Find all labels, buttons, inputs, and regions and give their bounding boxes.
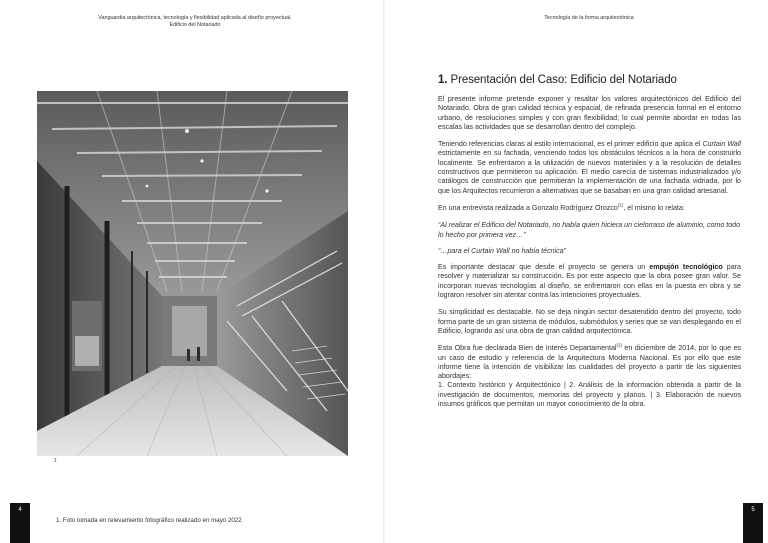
quote-2: “…para el Curtain Wall no había técnica”: [438, 246, 567, 255]
section-title-text: Presentación del Caso: Edificio del Notariado: [450, 74, 677, 86]
paragraph-3-text-b: , el mismo lo relata:: [623, 203, 685, 212]
page-number-left: 4: [18, 507, 22, 513]
paragraph-6-text-a: Esta Obra fue declarada Bien de Interés Departamental: [438, 344, 617, 353]
main-content: [438, 74, 741, 417]
paragraph-4-text-a: Es importante destacar que desde el proyecto se genera un: [438, 263, 650, 272]
paragraph-1: El presente informe pretende exponer y resaltar los valores arquitectónicos del Edificio del Notariado. Obra de gran calidad técnica y espacial, de refinada presencia formal en el entorno urbano, de resoluciones simples y con gran flexibilidad; lo cual permite abordar en todas las escalas las actividades que se desarrollan dentro del complejo.: [438, 95, 741, 131]
paragraph-2-text-b: estrictamente en su fachada, venciendo todos los obstáculos técnicos a la hora de construirlo localmente. Se enfrentaron a la utilización de nuevos materiales y a la resolución de detalles constructivos que permitieron su aplicación. El medio carecía de sistemas industrializados y/o catálogos de construcción que permitieran la implementación de una fachada vidriada, por lo que los Arquitectos recurrieron a alternativas que se basaban en una gran calidad artesanal.: [438, 149, 741, 195]
figure-marker: 1: [54, 458, 57, 464]
book-gutter: [383, 0, 385, 543]
approaches-list: 1. Contexto histórico y Arquitectónico | 2. Análisis de la información obtenida a partir de la investigación de documentos, memorias del proyecto y planos. | 3. Elaboración de nuevos insumos gráficos que permitan un mayor conocimiento de la obra.: [438, 381, 741, 409]
paragraph-4-emphasis: empujón tecnológico: [649, 263, 723, 272]
running-head-line2: Edificio del Notariado: [169, 22, 221, 28]
paragraph-6: [438, 344, 741, 409]
running-head-line1: Vanguardia arquitectónica, tecnología y flexibilidad aplicada al diseño proyectual.: [98, 15, 292, 21]
paragraph-3: [438, 204, 741, 213]
section-title: [438, 74, 741, 86]
paragraph-5: Su simplicidad es destacable. No se deja ningún sector desatendido dentro del proyecto, todo forma parte de un gran sistema de módulos, submódulos y series que se van desplegando en el Edificio, logrando así una obra de gran calidad arquitectónica.: [438, 308, 741, 335]
right-page: [384, 0, 768, 543]
quote-1: “Al realizar el Edificio del Notariado, no había quien hiciera un cielorraso de aluminio, como todo lo hecho por primera vez…”: [438, 221, 741, 239]
section-number: 1.: [438, 74, 448, 86]
page-number-right: 5: [751, 507, 755, 513]
footnote-ref-2: (2): [616, 342, 622, 348]
curtain-wall-term: Curtain Wall: [702, 140, 741, 149]
building-interior-photo: [37, 91, 348, 456]
paragraph-4-text-c: para resolver y materializar su construcción. Es por este aspecto que la obra posee gran valor. Se incorporan nuevas tecnologías al diseño, se enfrentaron con ellas en la puesta en obra y se lograron resolver sin atentar contra las intenciones proyectuales.: [438, 263, 741, 300]
paragraph-2-text-a: Teniendo referencias claras al estilo internacional, es el primer edificio que aplica el: [438, 140, 703, 149]
paragraph-6-text-b: en diciembre de 2014, por lo que es un caso de estudio y referencia de la Arquitectura Moderna Nacional. Es por ello que este informe tiene la intención de visibilizar las cualidades del proyecto a partir de los siguientes abordajes:: [438, 344, 741, 381]
paragraph-4: [438, 263, 741, 300]
paragraph-3-text-a: En una entrevista realizada a Gonzalo Rodríguez Orozco: [438, 203, 618, 212]
paragraph-2: [438, 140, 741, 196]
footnote-ref-1: (1): [617, 202, 624, 208]
running-head-left: [60, 15, 330, 29]
running-head-right: Tecnología de la forma arquitectónica: [544, 15, 634, 21]
photo-footnote: 1. Foto tomada en relevamiento fotográfico realizado en mayo 2022: [56, 517, 242, 524]
